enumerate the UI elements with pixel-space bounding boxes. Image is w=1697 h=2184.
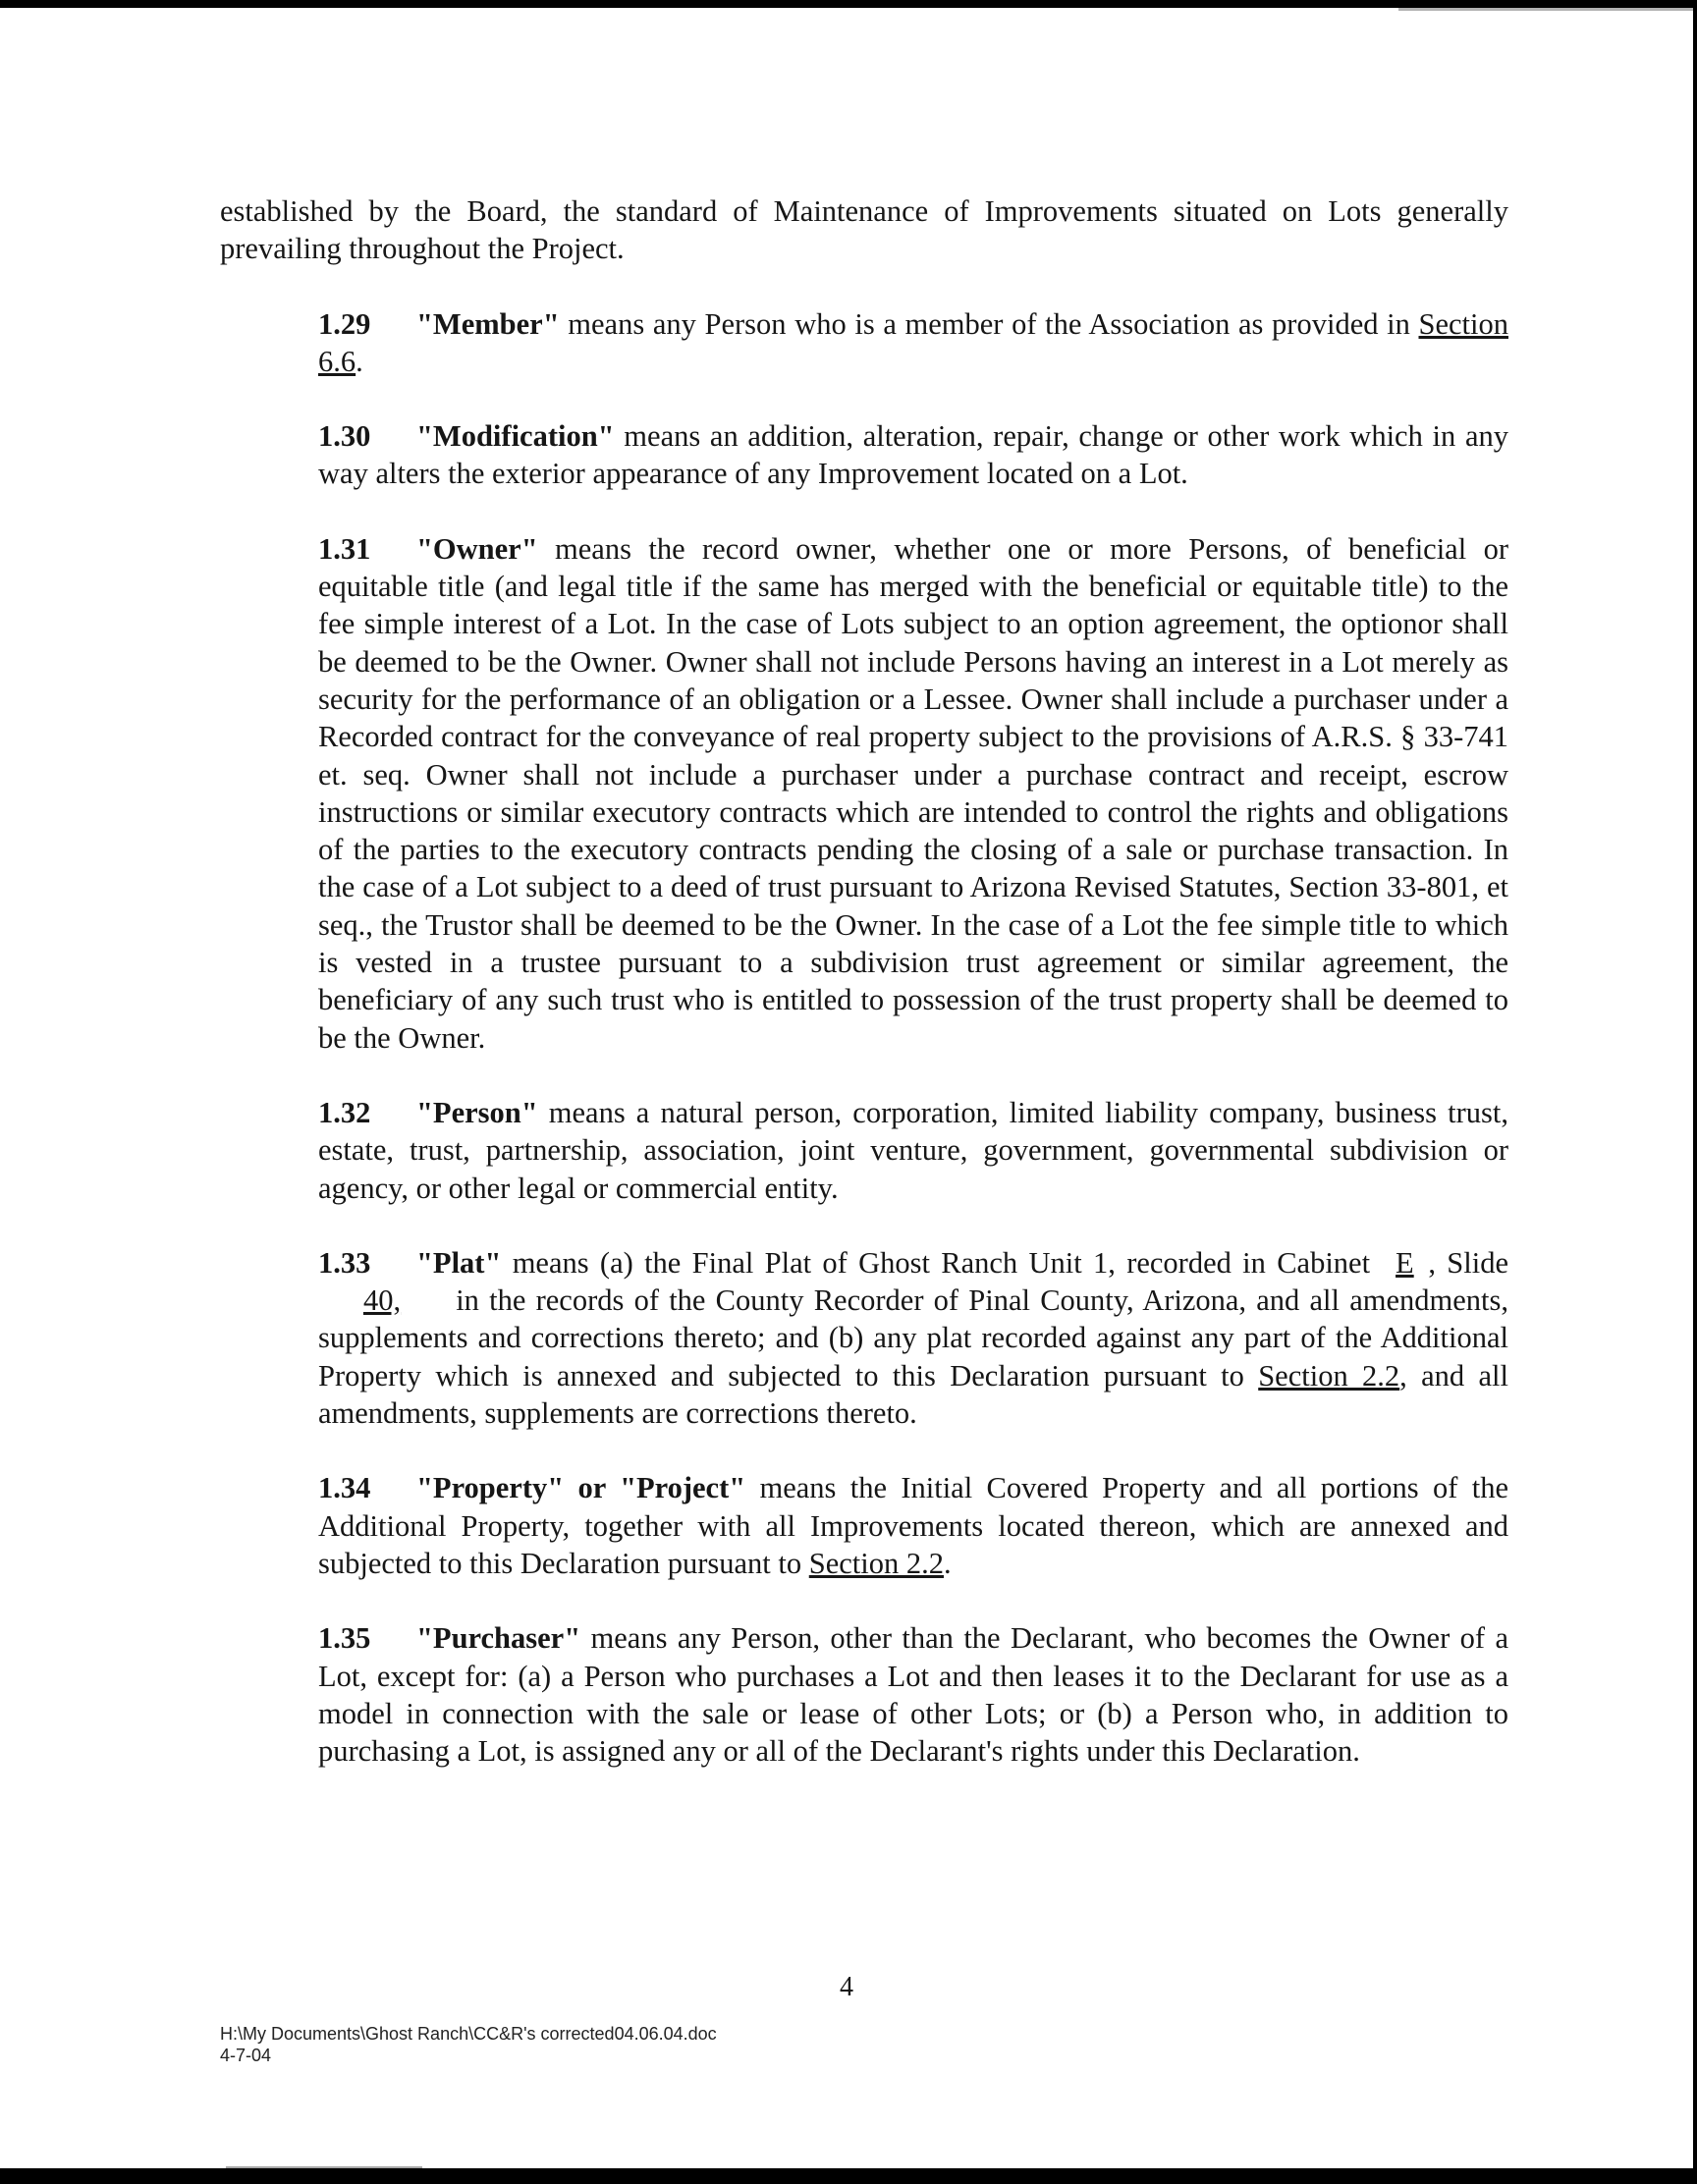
scan-edge-mark: [226, 2166, 422, 2168]
section-text: means any Person, other than the Declarant, who becomes the Owner of a Lot, except for: (a) a Person who purchases a Lot and then leases it to the Declarant for use as a model in connection with the sale or lease of other Lots; or (b) a Person who, in addition to purchasing a Lot, is assigned any or all of the Declarant's rights under this Declaration.: [318, 1621, 1508, 1769]
defined-term: "Purchaser": [416, 1621, 581, 1656]
section-text: means the Initial Covered Property and all portions of the Additional Property, together with all Improvements located thereon, which are annexed and subjected to this Declaration pursuant to: [318, 1471, 1508, 1580]
defined-term: "Modification": [416, 419, 615, 454]
section-reference: Section 2.2: [1258, 1358, 1400, 1392]
defined-term: "Member": [416, 306, 560, 341]
section-text: in the records of the County Recorder of Pinal County, Arizona, and all amendments, supplements and corrections thereto; and (b) any plat recorded against any part of the Additional Property which is annexed and subjected to this Declaration pursuant to: [318, 1283, 1508, 1392]
section-text-end: .: [944, 1546, 952, 1580]
section-1-31: [220, 530, 1508, 1057]
section-text: means an addition, alteration, repair, change or other work which in any way alters the exterior appearance of any Improvement located on a Lot.: [318, 419, 1508, 491]
footer-file-path: H:\My Documents\Ghost Ranch\CC&R's corrected04.06.04.doc: [220, 2024, 717, 2044]
section-1-32: [220, 1094, 1508, 1207]
section-1-35: [220, 1619, 1508, 1770]
slide-value: 40,: [362, 1283, 402, 1318]
section-number: 1.29: [318, 306, 371, 341]
section-text-end: , and all amendments, supplements are corrections thereto.: [318, 1358, 1508, 1431]
section-text: means a natural person, corporation, limited liability company, business trust, estate, trust, partnership, association, joint venture, government, governmental subdivision or agency, or other legal or commercial entity.: [318, 1095, 1508, 1205]
section-text: , Slide: [1428, 1245, 1509, 1280]
document-body: [220, 192, 1508, 1807]
continuation-paragraph: [220, 192, 1508, 268]
section-1-33: [220, 1244, 1508, 1432]
section-1-30: [220, 417, 1508, 493]
continuation-text: established by the Board, the standard of Maintenance of Improvements situated on Lots generally prevailing throughout the Project.: [220, 194, 1508, 266]
defined-term: "Plat": [416, 1245, 502, 1280]
section-text: means any Person who is a member of the Association as provided in: [559, 306, 1419, 341]
defined-term: "Property" or "Project": [416, 1471, 746, 1505]
section-number: 1.33: [318, 1245, 371, 1280]
document-footer: [220, 2023, 717, 2066]
cabinet-value: E: [1396, 1245, 1414, 1280]
section-text-end: .: [356, 344, 363, 378]
section-number: 1.32: [318, 1095, 371, 1129]
section-number: 1.30: [318, 419, 371, 454]
defined-term: "Person": [416, 1095, 538, 1129]
section-1-29: [220, 305, 1508, 381]
document-page: [0, 8, 1693, 2168]
section-reference: Section 2.2: [808, 1546, 944, 1580]
defined-term: "Owner": [416, 531, 538, 566]
footer-date: 4-7-04: [220, 2046, 272, 2065]
section-1-34: [220, 1469, 1508, 1582]
section-text: means the record owner, whether one or more Persons, of beneficial or equitable title (and legal title if the same has merged with the beneficial or equitable title) to the fee simple interest of a Lot. In the case of Lots subject to an option agreement, the optionor shall be deemed to be the Owner. Owner shall not include Persons having an interest in a Lot merely as security for the performance of an obligation or a Lessee. Owner shall include a purchaser under a Recorded contract for the conveyance of real property subject to the provisions of A.R.S. § 33-741 et. seq. Owner shall not include a purchaser under a purchase contract and receipt, escrow instructions or similar executory contracts which are intended to control the rights and obligations of the parties to the executory contracts pending the closing of a sale or purchase transaction. In the case of a Lot subject to a deed of trust pursuant to Arizona Revised Statutes, Section 33-801, et seq., the Trustor shall be deemed to be the Owner. In the case of a Lot the fee simple title to which is vested in a trustee pursuant to a subdivision trust agreement or similar agreement, the beneficiary of any such trust who is entitled to possession of the trust property shall be deemed to be the Owner.: [318, 531, 1508, 1055]
section-number: 1.35: [318, 1621, 371, 1656]
section-number: 1.34: [318, 1471, 371, 1505]
page-number: 4: [840, 1972, 853, 2002]
section-reference: Section 6.6: [318, 306, 1508, 378]
scan-edge-mark: [1398, 8, 1693, 11]
section-number: 1.31: [318, 531, 371, 566]
section-text: means (a) the Final Plat of Ghost Ranch Unit 1, recorded in Cabinet: [501, 1245, 1382, 1280]
